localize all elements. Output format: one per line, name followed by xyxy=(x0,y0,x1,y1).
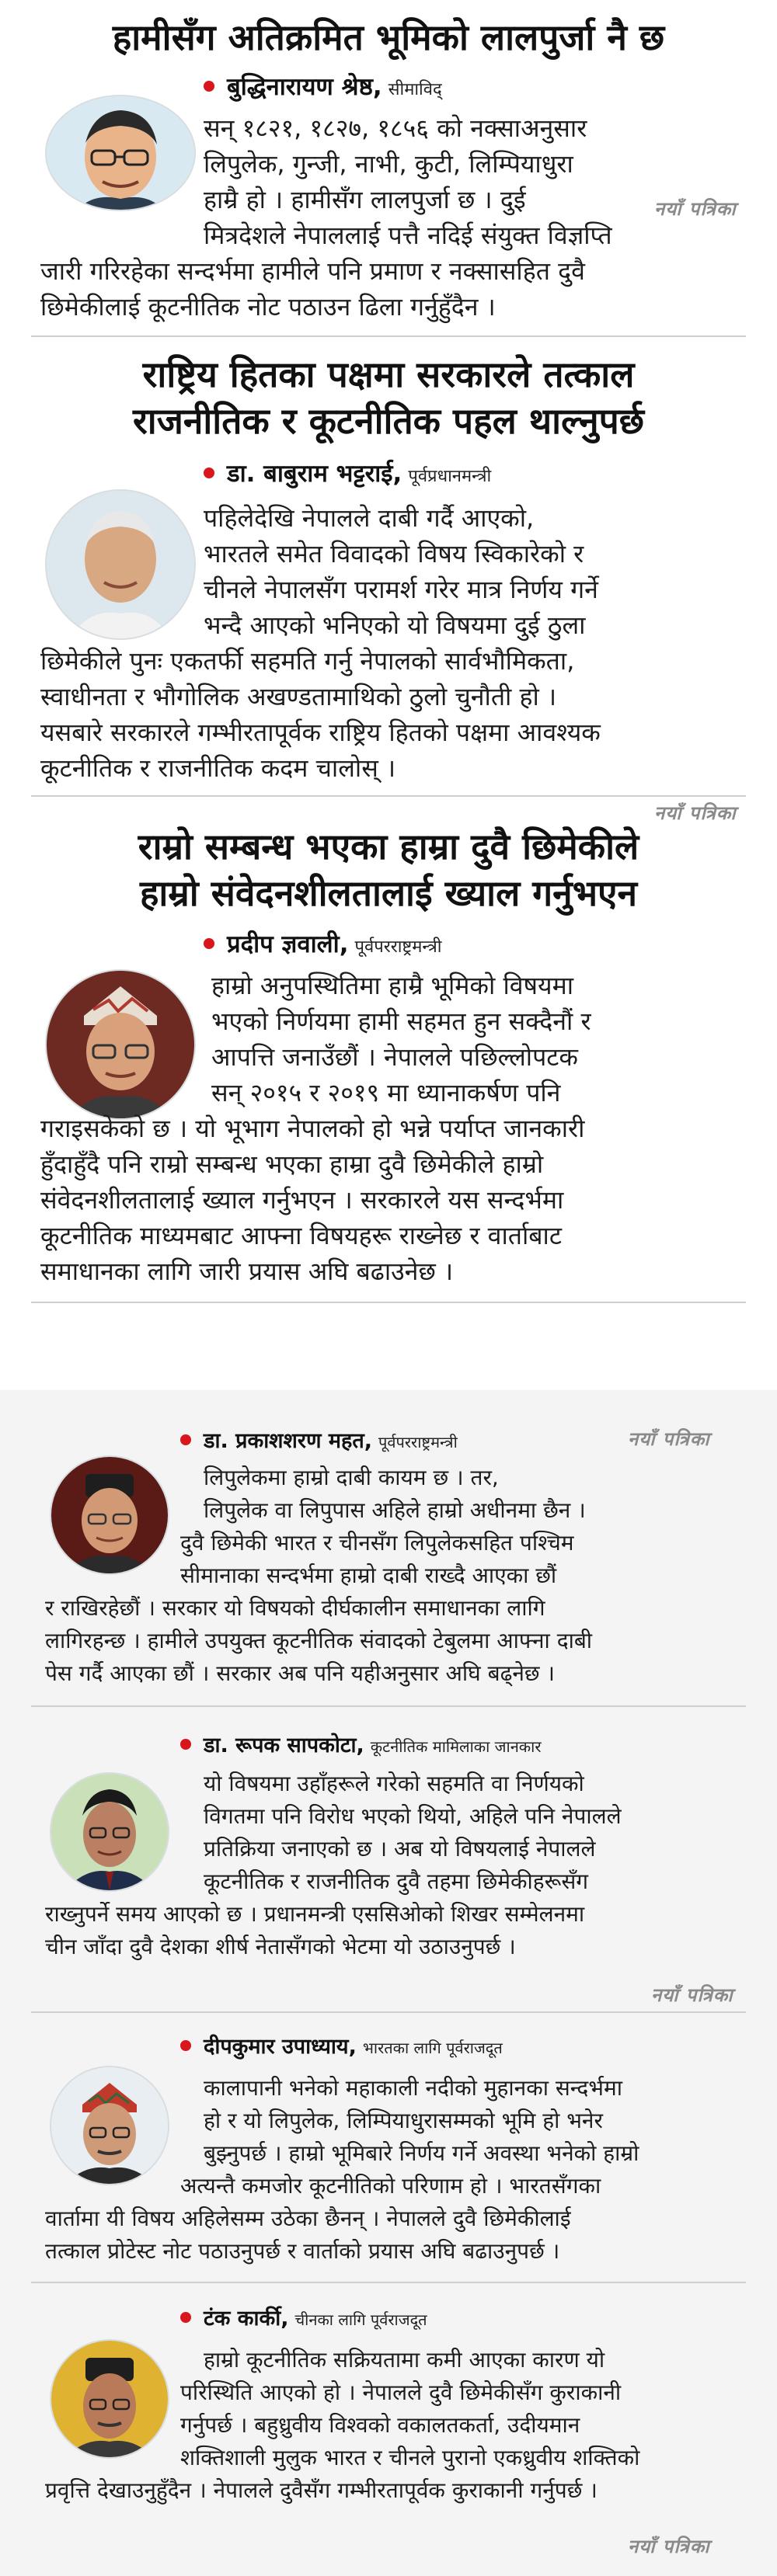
section-divider xyxy=(31,335,746,337)
portrait-photo-icon xyxy=(51,2341,168,2457)
headline-2a: राष्ट्रिय हितका पक्षमा सरकारले तत्काल xyxy=(142,353,635,395)
body-line: हुँदाहुँदै पनि राम्रो सम्बन्ध भएका हाम्रा दुवै छिमेकीले हाम्रो xyxy=(40,1149,544,1179)
speaker-role-3: पूर्वपरराष्ट्रमन्त्री xyxy=(354,937,442,957)
speaker-role-7: चीनका लागि पूर्वराजदूत xyxy=(294,2310,427,2329)
body-line: लिपुलेक, गुन्जी, नाभी, कुटी, लिम्पियाधुरा xyxy=(204,149,573,179)
speaker-name-3: प्रदीप ज्ञवाली xyxy=(227,930,340,958)
avatar-3 xyxy=(45,969,196,1120)
body-line: गराइसकेको छ । यो भूभाग नेपालको हो भन्ने पर्याप्त जानकारी xyxy=(40,1114,585,1143)
speaker-name-2: डा. बाबुराम भट्टराई xyxy=(227,460,393,488)
speaker-3: प्रदीप ज्ञवाली, पूर्वपरराष्ट्रमन्त्री xyxy=(204,929,441,963)
caricature-portrait-icon xyxy=(47,96,194,210)
bullet-dot xyxy=(180,2312,191,2323)
avatar-2 xyxy=(45,489,196,640)
body-line: चीन जाँदा दुवै देशका शीर्ष नेतासँगको भेटमा यो उठाउनुपर्छ । xyxy=(45,1934,516,1959)
body-line: छिमेकीलाई कूटनीतिक नोट पठाउन ढिला गर्नुहुँदैन । xyxy=(40,292,496,322)
headline-3a: राम्रो सम्बन्ध भएका हाम्रा दुवै छिमेकीले xyxy=(138,826,639,867)
avatar-4 xyxy=(50,1455,169,1575)
body-line: लिपुलेक वा लिपुपास अहिले हाम्रो अधीनमा छैन । xyxy=(204,1497,586,1523)
body-line: बुझ्नुपर्छ । हाम्रो भूमिबारे निर्णय गर्ने अवस्था भनेको हाम्रो xyxy=(204,2140,639,2166)
body-line: मित्रदेशले नेपाललाई पत्तै नदिई संयुक्त विज्ञप्ति xyxy=(204,221,612,250)
bullet-dot xyxy=(204,938,214,949)
body-line: तत्काल प्रोटेस्ट नोट पठाउनुपर्छ र वार्ताको प्रयास अघि बढाउनुपर्छ । xyxy=(45,2238,560,2264)
watermark: नयाँ पत्रिका xyxy=(628,1428,710,1450)
body-line: हो र यो लिपुलेक, लिम्पियाधुरासम्मको भूमि हो भनेर xyxy=(204,2108,603,2133)
speaker-5: डा. रूपक सापकोटा, कूटनीतिक मामिलाका जानकार xyxy=(180,1730,542,1762)
avatar-5 xyxy=(50,1772,169,1892)
speaker-role-6: भारतका लागि पूर्वराजदूत xyxy=(362,2039,503,2057)
speaker-role-5: कूटनीतिक मामिलाका जानकार xyxy=(370,1737,542,1756)
speaker-1: बुद्धिनारायण श्रेष्ठ, सीमाविद् xyxy=(204,71,442,106)
body-line: शक्तिशाली मुलुक भारत र चीनले पुरानो एकध्रुवीय शक्तिको xyxy=(180,2445,640,2470)
speaker-4: डा. प्रकाशशरण महत, पूर्वपरराष्ट्रमन्त्री xyxy=(180,1426,458,1458)
section-divider xyxy=(31,1302,746,1303)
body-line: पहिलेदेखि नेपालले दाबी गर्दै आएको, xyxy=(204,503,535,533)
watermark: नयाँ पत्रिका xyxy=(651,1984,733,2006)
speaker-7: टंक कार्की, चीनका लागि पूर्वराजदूत xyxy=(180,2303,427,2335)
speaker-name-5: डा. रूपक सापकोटा xyxy=(204,1733,357,1757)
portrait-photo-icon xyxy=(51,1457,168,1573)
speaker-name-7: टंक कार्की xyxy=(204,2307,281,2331)
speaker-role-2: पूर्वप्रधानमन्त्री xyxy=(408,467,492,486)
section-divider xyxy=(31,2282,746,2283)
section-divider xyxy=(31,795,746,797)
body-line: पेस गर्दै आएका छौं । सरकार अब पनि यहीअनुसार अघि बढ्नेछ । xyxy=(45,1660,556,1686)
body-line: कालापानी भनेको महाकाली नदीको मुहानका सन्दर्भमा xyxy=(204,2075,622,2101)
avatar-1 xyxy=(45,95,196,211)
body-line: कूटनीतिक र राजनीतिक दुवै तहमा छिमेकीहरूसँग xyxy=(204,1869,589,1894)
body-line: हाम्रै हो । हामीसँग लालपुर्जा छ । दुई xyxy=(204,185,526,214)
speaker-role-4: पूर्वपरराष्ट्रमन्त्री xyxy=(378,1433,458,1451)
watermark: नयाँ पत्रिका xyxy=(654,802,737,824)
body-line: कूटनीतिक माध्यमबाट आफ्ना विषयहरू राख्नेछ र वार्ताबाट xyxy=(40,1221,562,1250)
body-line: सन् १८२१, १८२७, १८५६ को नक्साअनुसार xyxy=(204,113,587,143)
body-line: चीनले नेपालसँग परामर्श गरेर मात्र निर्णय गर्ने xyxy=(204,575,598,604)
portrait-photo-icon xyxy=(47,491,194,638)
speaker-6: दीपकुमार उपाध्याय, भारतका लागि पूर्वराजदूत xyxy=(180,2032,503,2063)
body-line: स्वाधीनता र भौगोलिक अखण्डतामाथिको ठुलो चुनौती हो । xyxy=(40,682,557,711)
portrait-photo-icon xyxy=(51,2067,168,2184)
body-line: प्रतिक्रिया जनाएको छ । अब यो विषयलाई नेपालले xyxy=(204,1836,596,1862)
watermark: नयाँ पत्रिका xyxy=(654,198,737,220)
section-divider xyxy=(31,2011,746,2013)
bullet-dot xyxy=(180,2040,191,2051)
speaker-role-1: सीमाविद् xyxy=(388,80,442,99)
speaker-name-4: डा. प्रकाशशरण महत xyxy=(204,1429,364,1453)
bullet-dot xyxy=(204,468,214,478)
body-line: सीमानाका सन्दर्भमा हाम्रो दाबी राख्दै आएका छौं xyxy=(180,1563,557,1588)
headline-2b: राजनीतिक र कूटनीतिक पहल थाल्नुपर्छ xyxy=(132,400,644,442)
avatar-6 xyxy=(50,2066,169,2185)
body-line: भारतले समेत विवादको विषय स्विकारेको र xyxy=(204,539,584,568)
bullet-dot xyxy=(180,1434,191,1445)
body-line: यो विषयमा उहाँहरूले गरेको सहमति वा निर्णयको xyxy=(204,1771,584,1796)
body-line: जारी गरिरहेका सन्दर्भमा हामीले पनि प्रमाण र नक्सासहित दुवै xyxy=(40,256,585,286)
portrait-photo-icon xyxy=(47,971,194,1118)
body-line: र राखिरहेछौं । सरकार यो विषयको दीर्घकालीन समाधानका लागि xyxy=(45,1595,545,1621)
bullet-dot xyxy=(204,81,214,92)
body-line: कूटनीतिक र राजनीतिक कदम चालोस् । xyxy=(40,753,396,783)
bullet-dot xyxy=(180,1739,191,1750)
body-line: परिस्थिति आएको हो । नेपालले दुवै छिमेकीसँग कुराकानी xyxy=(180,2380,622,2405)
body-line: यसबारे सरकारले गम्भीरतापूर्वक राष्ट्रिय हितको पक्षमा आवश्यक xyxy=(40,718,601,747)
body-line: दुवै छिमेकी भारत र चीनसँग लिपुलेकसहित पश्चिम xyxy=(180,1530,574,1556)
body-line: भन्दै आएको भनिएको यो विषयमा दुई ठुला xyxy=(204,610,586,640)
portrait-photo-icon xyxy=(51,1774,168,1890)
speaker-name-6: दीपकुमार उपाध्याय xyxy=(204,2035,349,2059)
body-line: राख्नुपर्ने समय आएको छ । प्रधानमन्त्री एससिओको शिखर सम्मेलनमा xyxy=(45,1901,585,1927)
body-line: संवेदनशीलतालाई ख्याल गर्नुभएन । सरकारले यस सन्दर्भमा xyxy=(40,1185,564,1215)
body-line: आपत्ति जनाउँछौं । नेपालले पछिल्लोपटक xyxy=(211,1042,578,1072)
body-line: हाम्रो अनुपस्थितिमा हाम्रै भूमिको विषयमा xyxy=(211,971,574,1000)
section-divider xyxy=(31,1705,746,1707)
body-line: समाधानका लागि जारी प्रयास अघि बढाउनेछ । xyxy=(40,1257,454,1286)
avatar-7 xyxy=(50,2339,169,2459)
body-line: भएको निर्णयमा हामी सहमत हुन सक्दैनौं र xyxy=(211,1006,591,1036)
body-line: विगतमा पनि विरोध भएको थियो, अहिले पनि नेपालले xyxy=(204,1803,622,1829)
headline-1: हामीसँग अतिक्रमित भूमिको लालपुर्जा नै छ xyxy=(112,16,665,58)
speaker-name-1: बुद्धिनारायण श्रेष्ठ xyxy=(227,73,373,101)
body-line: गर्नुपर्छ । बहुध्रुवीय विश्वको वकालतकर्ता, उदीयमान xyxy=(180,2412,580,2438)
body-line: लागिरहन्छ । हामीले उपयुक्त कूटनीतिक संवादको टेबुलमा आफ्ना दाबी xyxy=(45,1628,593,1653)
body-line: अत्यन्तै कमजोर कूटनीतिको परिणाम हो । भारतसँगका xyxy=(180,2173,601,2199)
body-line: लिपुलेकमा हाम्रो दाबी कायम छ । तर, xyxy=(204,1465,499,1490)
body-line: वार्तामा यी विषय अहिलेसम्म उठेका छैनन् । नेपालले दुवै छिमेकीलाई xyxy=(45,2206,571,2231)
body-line: छिमेकीले पुनः एकतर्फी सहमति गर्नु नेपालको सार्वभौमिकता, xyxy=(40,646,575,676)
speaker-2: डा. बाबुराम भट्टराई, पूर्वप्रधानमन्त्री xyxy=(204,458,491,492)
headline-3b: हाम्रो संवेदनशीलतालाई ख्याल गर्नुभएन xyxy=(139,872,638,914)
body-line: प्रवृत्ति देखाउनुहुँदैन । नेपालले दुवैसँग गम्भीरतापूर्वक कुराकानी गर्नुपर्छ । xyxy=(45,2477,598,2503)
body-line: हाम्रो कूटनीतिक सक्रियतामा कमी आएका कारण यो xyxy=(204,2347,605,2373)
watermark: नयाँ पत्रिका xyxy=(628,2536,710,2557)
body-line: सन् २०१५ र २०१९ मा ध्यानाकर्षण पनि xyxy=(211,1078,561,1107)
